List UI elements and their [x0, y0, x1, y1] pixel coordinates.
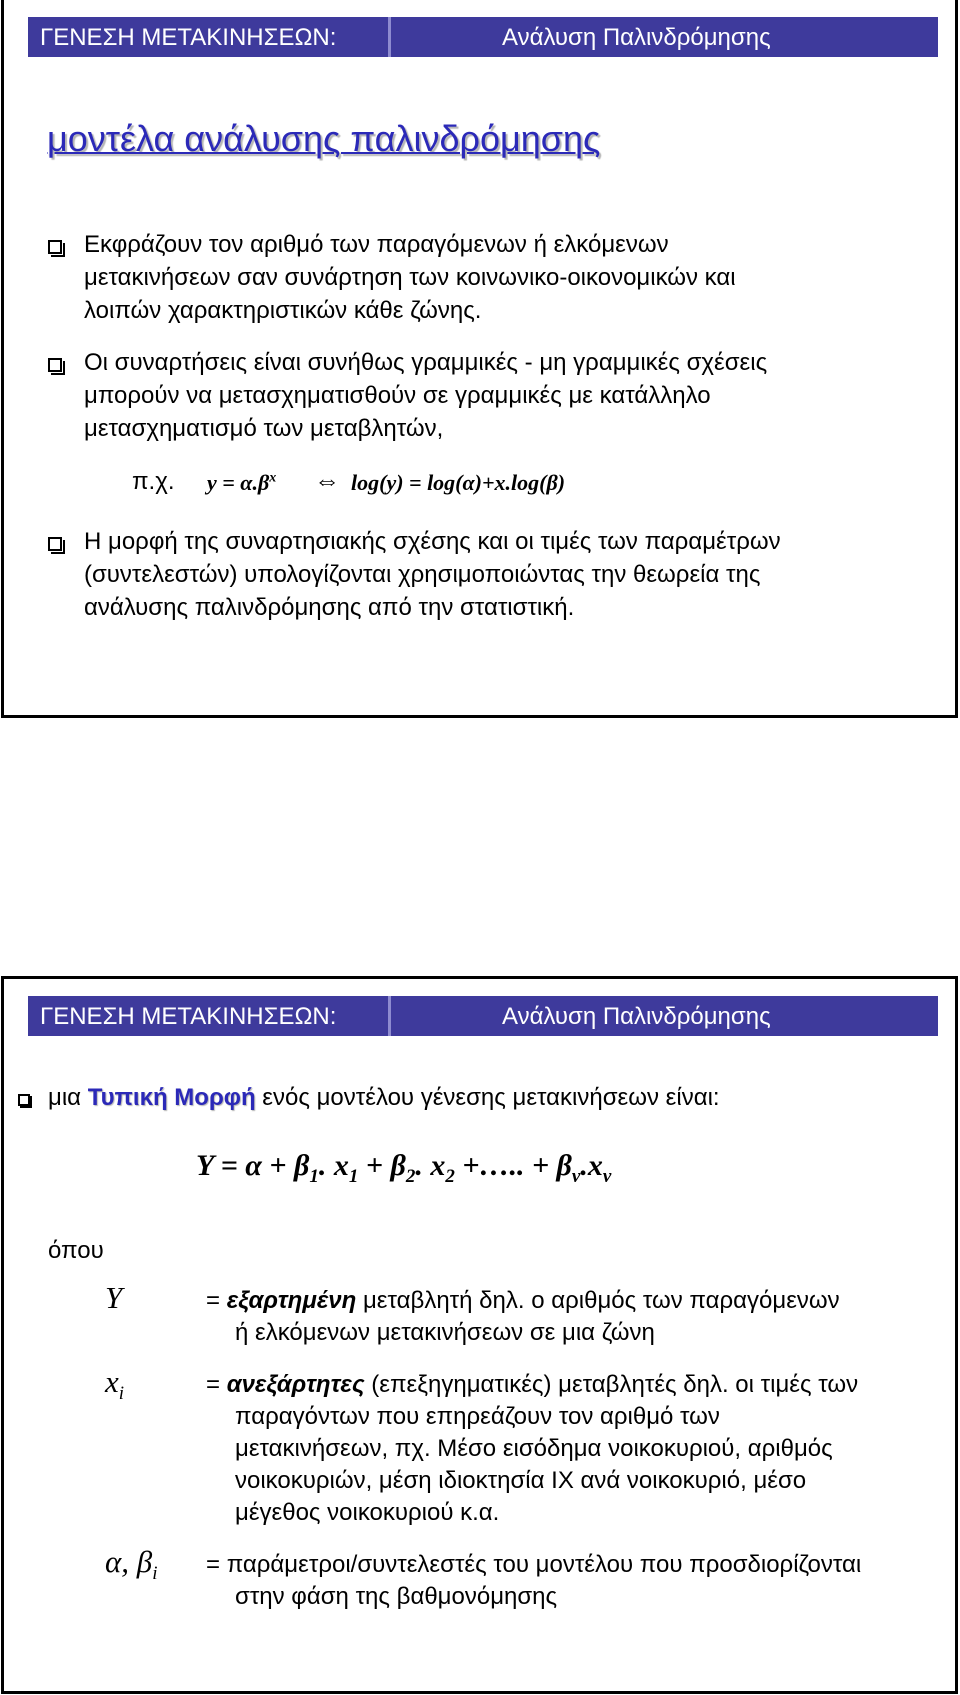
- equals-sign: =: [206, 1551, 227, 1578]
- definition-text: (επεξηγηματικές) μεταβλητές δηλ. οι τιμές των: [364, 1371, 859, 1398]
- paragraph-2: [84, 346, 767, 445]
- symbol-text: x: [105, 1364, 119, 1399]
- definition-line: παραγόντων που επηρεάζουν τον αριθμό των: [235, 1403, 720, 1430]
- paragraph-line: ανάλυσης παλινδρόμησης από την στατιστική.: [84, 594, 575, 621]
- model-formula: $Y = \alpha + \beta_1$. $x_1 + \beta_2$. $x_2$ +….. + $\beta_\nu.x_\nu$: [196, 1149, 612, 1187]
- definition-keyword: ανεξάρτητες: [226, 1371, 365, 1398]
- symbol-alpha-beta: [105, 1544, 158, 1585]
- equals-sign: =: [206, 1371, 227, 1398]
- paragraph-line: Οι συναρτήσεις είναι συνήθως γραμμικές - μη γραμμικές σχέσεις: [84, 349, 768, 376]
- paragraph-line: μετασχηματισμό των μεταβλητών,: [84, 415, 444, 442]
- slide-header: [28, 996, 938, 1036]
- definition-line: ή ελκόμενων μετακινήσεων σε μια ζώνη: [235, 1319, 655, 1346]
- paragraph-line: Εκφράζουν τον αριθμό των παραγόμενων ή ελκόμενων: [84, 231, 669, 258]
- paragraph-line: μπορούν να μετασχηματισθούν σε γραμμικές με κατάλληλο: [84, 382, 711, 409]
- slide-header: [28, 17, 938, 57]
- header-divider: [388, 996, 391, 1036]
- where-label: όπου: [48, 1237, 104, 1264]
- definition-line: νοικοκυριών, μέση ιδιοκτησία ΙΧ ανά νοικοκυριό, μέσο: [235, 1467, 807, 1494]
- definition-keyword: εξαρτημένη: [226, 1287, 357, 1314]
- slide-2: [1, 976, 958, 1694]
- definition-line: [206, 1285, 840, 1317]
- definition-line: μετακινήσεων, πχ. Μέσο εισόδημα νοικοκυριού, αριθμός: [235, 1435, 833, 1462]
- paragraph-line: μετακινήσεων σαν συνάρτηση των κοινωνικο-οικονομικών και: [84, 264, 736, 291]
- definition-parameters: [206, 1549, 861, 1613]
- definition-text: παράμετροι/συντελεστές του μοντέλου που προσδιορίζονται: [226, 1551, 862, 1578]
- checkbox-bullet-icon: [18, 1094, 30, 1106]
- paragraph-line: Η μορφή της συναρτησιακής σχέσης και οι τιμές των παραμέτρων: [84, 528, 781, 555]
- definition-text: μεταβλητή δηλ. ο αριθμός των παραγόμενων: [356, 1287, 840, 1314]
- example-prefix: π.χ.: [132, 468, 175, 495]
- definition-line: [206, 1549, 861, 1581]
- equivalence-arrow-icon: ⇔: [314, 465, 340, 495]
- definition-line: [206, 1369, 858, 1401]
- equals-sign: =: [206, 1287, 227, 1314]
- intro-line: [48, 1084, 720, 1112]
- slide-title: μοντέλα ανάλυσης παλινδρόμησης: [47, 118, 601, 159]
- equation-superscript: x: [269, 470, 277, 486]
- paragraph-3: [84, 525, 781, 624]
- header-section-label: ΓΕΝΕΣΗ ΜΕΤΑΚΙΝΗΣΕΩΝ:: [40, 24, 337, 51]
- paragraph-line: (συντελεστών) υπολογίζονται χρησιμοποιώντας την θεωρεία της: [84, 561, 761, 588]
- paragraph-line: λοιπών χαρακτηριστικών κάθε ζώνης.: [84, 297, 482, 324]
- equation-exponential: [207, 470, 276, 496]
- symbol-x-i: [105, 1364, 124, 1405]
- header-topic-label: Ανάλυση Παλινδρόμησης: [502, 1003, 771, 1030]
- symbol-text: α, β: [105, 1544, 153, 1579]
- equation-left: y = α.β: [207, 470, 270, 495]
- checkbox-bullet-icon: [48, 358, 62, 372]
- intro-text: ενός μοντέλου γένεσης μετακινήσεων είναι:: [255, 1084, 720, 1111]
- equation-log-form: log(y) = log(α)+x.log(β): [351, 470, 566, 495]
- definition-line: μέγεθος νοικοκυριού κ.α.: [235, 1499, 500, 1526]
- symbol-subscript: i: [118, 1383, 125, 1405]
- checkbox-bullet-icon: [48, 240, 62, 254]
- checkbox-bullet-icon: [48, 537, 62, 551]
- symbol-Y: Y: [105, 1280, 123, 1315]
- symbol-subscript: i: [152, 1563, 158, 1585]
- header-section-label: ΓΕΝΕΣΗ ΜΕΤΑΚΙΝΗΣΕΩΝ:: [40, 1003, 337, 1030]
- definition-line: στην φάση της βαθμονόμησης: [235, 1583, 558, 1610]
- slide-1: [1, 0, 958, 718]
- intro-text: μια: [48, 1084, 88, 1111]
- header-topic-label: Ανάλυση Παλινδρόμησης: [502, 24, 771, 51]
- definition-independent: [206, 1369, 858, 1529]
- definition-dependent: [206, 1285, 840, 1349]
- paragraph-1: [84, 228, 736, 327]
- intro-highlight: Τυπική Μορφή: [87, 1084, 256, 1111]
- header-divider: [388, 17, 391, 57]
